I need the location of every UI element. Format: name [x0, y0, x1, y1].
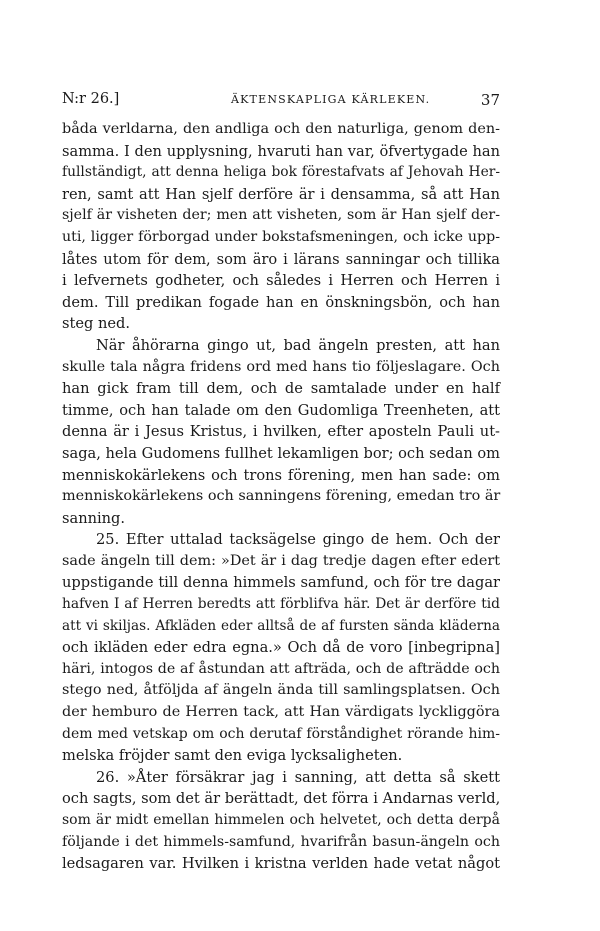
page-number: 37	[480, 91, 500, 109]
text-line: skulle tala några fridens ord med hans tio följeslagare. Och	[62, 358, 500, 375]
text-line: uti, ligger förborgad under bokstafsmeningen, och icke upp-	[62, 228, 500, 245]
text-line: När åhörarna gingo ut, bad ängeln presten, att han	[96, 336, 500, 354]
running-title: ÄKTENSKAPLIGA KÄRLEKEN.	[231, 93, 431, 106]
text-line: följande i det himmels-samfund, hvarifrån basun-ängeln och	[62, 833, 500, 850]
body-text	[62, 119, 500, 875]
text-line: steg ned.	[62, 315, 130, 333]
text-line: ledsagaren var. Hvilken i kristna verlden hade vetat något	[62, 855, 500, 873]
text-line: menniskokärlekens och trons förening, men han sade: om	[62, 466, 500, 484]
text-line: melska fröjder samt den eviga lycksaligheten.	[62, 747, 403, 765]
text-line: saga, hela Gudomens fullhet lekamligen bor; och sedan om	[62, 444, 500, 462]
running-header	[62, 91, 500, 113]
text-line: dem. Till predikan fogade han en önskningsbön, och han	[62, 293, 500, 311]
text-line: timme, och han talade om den Gudomliga Treenheten, att	[62, 401, 500, 419]
text-line: uppstigande till denna himmels samfund, och för tre dagar	[62, 574, 500, 592]
text-line: 26. »Åter försäkrar jag i sanning, att detta så skett	[96, 768, 500, 786]
text-line: i lefvernets godheter, och således i Herren och Herren i	[62, 272, 500, 290]
text-line: hafven I af Herren beredts att förblifva här. Det är derföre tid	[62, 596, 500, 613]
text-line: stego ned, åtföljda af ängeln ända till samlingsplatsen. Och	[62, 682, 500, 699]
text-line: menniskokärlekens och sanningens förening, emedan tro är	[62, 488, 501, 505]
text-line: att vi skiljas. Afkläden eder alltså de af fursten sända kläderna	[62, 617, 500, 634]
text-line: han gick fram till dem, och de samtalade under en half	[62, 380, 500, 398]
text-line: som är midt emellan himmelen och helvetet, och detta derpå	[62, 812, 500, 828]
text-line: fullständigt, att denna heliga bok förestafvats af Jehovah Her-	[62, 164, 500, 181]
text-line: der hemburo de Herren tack, att Han värdigats lyckliggöra	[62, 704, 500, 721]
text-line: båda verldarna, den andliga och den naturliga, genom den-	[62, 121, 500, 137]
signature-mark: N:r 26.]	[62, 91, 120, 107]
text-line: 25. Efter uttalad tacksägelse gingo de hem. Och der	[96, 531, 500, 549]
text-line: låtes utom för dem, som äro i lärans sanningar och tillika	[62, 250, 500, 268]
text-line: dem med vetskap om och derutaf förståndighet rörande him-	[62, 725, 500, 742]
text-line: och sagts, som det är berättadt, det förra i Andarnas verld,	[62, 790, 501, 808]
text-line: denna är i Jesus Kristus, i hvilken, efter aposteln Pauli ut-	[62, 423, 500, 441]
text-line: ren, samt att Han sjelf derföre är i densamma, så att Han	[62, 185, 500, 203]
text-line: sanning.	[62, 509, 126, 527]
text-line: och ikläden eder edra egna.» Och då de voro [inbegripna]	[62, 639, 500, 657]
text-line: häri, intogos de af åstundan att afträda, och de afträdde och	[62, 660, 500, 677]
text-line: samma. I den upplysning, hvaruti han var, öfvertygade han	[62, 142, 500, 160]
text-line: sade ängeln till dem: »Det är i dag tredje dagen efter edert	[62, 552, 500, 569]
text-line: sjelf är visheten der; men att visheten, som är Han sjelf der-	[62, 207, 500, 224]
